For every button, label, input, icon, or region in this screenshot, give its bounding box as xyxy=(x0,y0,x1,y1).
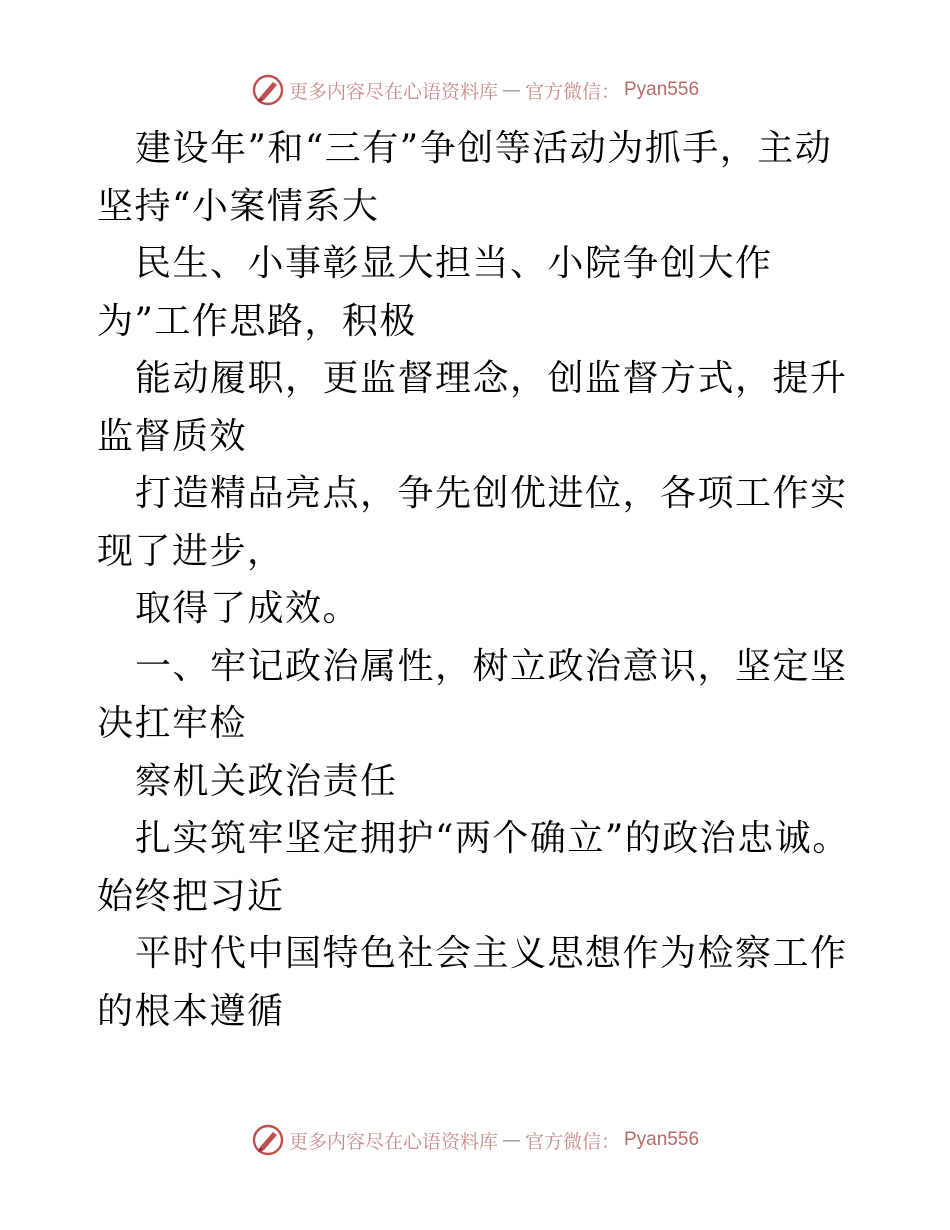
watermark-suffix: 官方微信： xyxy=(524,1130,620,1153)
paragraph: 扎实筑牢坚定拥护“两个确立”的政治忠诚。始终把习近 xyxy=(97,818,850,917)
pen-seal-icon xyxy=(251,73,285,107)
watermark-brand: Pyan556 xyxy=(624,79,700,100)
watermark-text: 更多内容尽在心语资料库 xyxy=(288,80,498,103)
document-body xyxy=(97,120,857,1040)
paragraph: 民生、小事彰显大担当、小院争创大作为”工作思路，积极 xyxy=(97,243,773,342)
paragraph: 平时代中国特色社会主义思想作为检察工作的根本遵循 xyxy=(97,933,848,1032)
pen-seal-icon xyxy=(251,1123,285,1157)
paragraph: 取得了成效。 xyxy=(135,588,361,629)
paragraph: 建设年”和“三有”争创等活动为抓手，主动坚持“小案情系大 xyxy=(97,128,833,227)
watermark-text: 更多内容尽在心语资料库 xyxy=(288,1130,498,1153)
paragraph: 察机关政治责任 xyxy=(135,760,398,802)
watermark-brand: Pyan556 xyxy=(624,1129,700,1150)
paragraph: 能动履职，更监督理念，创监督方式，提升监督质效 xyxy=(97,358,848,457)
watermark-suffix: 官方微信： xyxy=(524,80,620,103)
header-watermark xyxy=(0,70,950,110)
watermark-separator: — xyxy=(501,1129,521,1151)
footer-watermark xyxy=(0,1120,950,1160)
paragraph: 打造精品亮点，争先创优进位，各项工作实现了进步， xyxy=(97,473,848,572)
watermark-separator: — xyxy=(501,79,521,101)
paragraph: 一、牢记政治属性，树立政治意识，坚定坚决扛牢检 xyxy=(97,645,848,744)
